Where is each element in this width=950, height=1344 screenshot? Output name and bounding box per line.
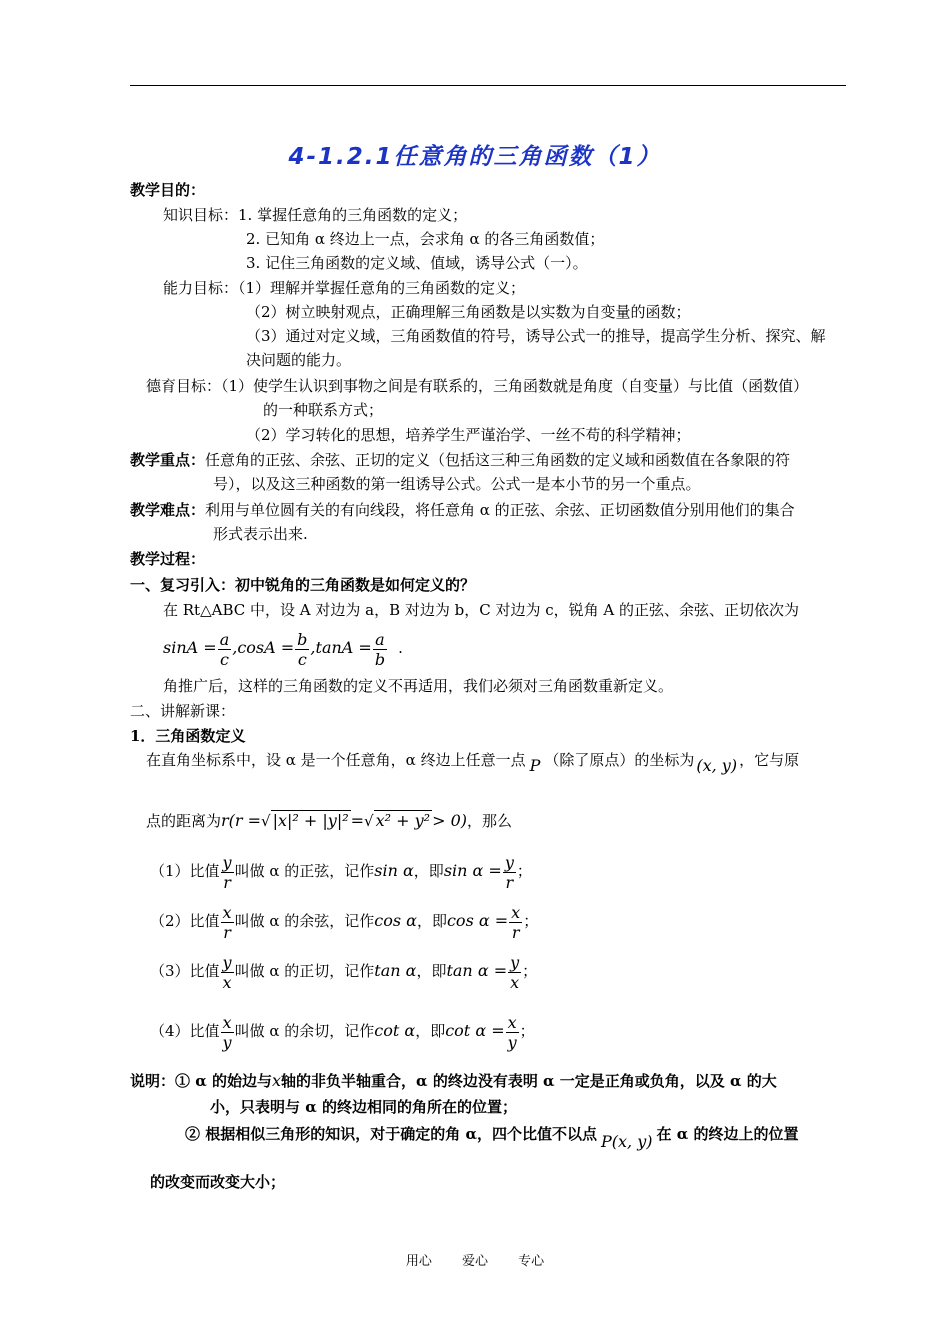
numerator: y	[504, 852, 514, 872]
page-title: 4-1.2.1任意角的三角函数（1）	[288, 144, 662, 170]
review-heading: 一、复习引入：初中锐角的三角函数是如何定义的？	[130, 576, 476, 594]
note-2	[185, 1124, 799, 1151]
difficult-text: 形式表示出来.	[213, 525, 308, 543]
def-end: ；	[516, 862, 532, 880]
numerator: y	[222, 852, 232, 872]
denominator: c	[219, 649, 229, 669]
def-number: （3）比值	[150, 962, 220, 980]
r-formula: =	[350, 811, 365, 830]
point-p: P	[529, 756, 541, 775]
fraction	[509, 903, 522, 942]
def-function: tan α	[374, 961, 417, 980]
key-text: 任意角的正弦、余弦、正切的定义（包括这三种三角函数的定义域和函数值在各象限的符	[205, 451, 791, 469]
def-text: ，即	[415, 1022, 446, 1040]
moral-item: （1）使学生认识到事物之间是有联系的，三角函数就是角度（自变量）与比值（函数值）	[221, 377, 809, 395]
def-function: cot α	[374, 1021, 416, 1040]
key-text: 号），以及这三种函数的第一组诱导公式。公式一是本小节的另一个重点。	[213, 475, 701, 493]
ability-item: （2）树立映射观点，正确理解三角函数是以实数为自变量的函数；	[246, 303, 691, 321]
moral-item: （2）学习转化的思想，培养学生严谨治学、一丝不苟的科学精神；	[246, 426, 691, 444]
definition-intro-1	[146, 750, 800, 775]
def-text: ，即	[416, 912, 447, 930]
denominator: r	[511, 922, 520, 942]
def-end: ；	[523, 912, 539, 930]
definition-intro-2: 点的距离为r(r =√ |x|² + |y|² =√ x² + y² > 0)，那么	[146, 811, 513, 830]
formula-tan: ,tanA =	[310, 638, 372, 657]
numerator: x	[511, 902, 521, 922]
note-text: 轴的非负半轴重合，α 的终边没有表明 α 一定是正角或负角，以及 α 的大	[281, 1072, 777, 1090]
definition-heading: 1．三角函数定义	[130, 727, 246, 745]
denominator: r	[223, 872, 231, 892]
ability-item: 决问题的能力。	[246, 351, 352, 369]
ability-item: （3）通过对定义域，三角函数值的符号，诱导公式一的推导，提高学生分析、探究、解	[246, 327, 826, 345]
denominator: y	[507, 1032, 517, 1052]
note-text: 的改变而改变大小；	[150, 1173, 286, 1191]
def-equation: sin α =	[443, 861, 502, 880]
denominator: x	[510, 972, 520, 992]
fraction	[373, 630, 387, 669]
key-line-1	[130, 450, 790, 470]
definition-row	[150, 850, 532, 892]
acute-formula	[163, 628, 403, 669]
numerator: x	[221, 1013, 234, 1033]
def-equation: tan α =	[446, 961, 508, 980]
knowledge-item: 3. 记住三角函数的定义域、值域，诱导公式（一）。	[246, 254, 588, 272]
process-heading: 教学过程：	[130, 550, 206, 568]
def-equation: cos α =	[446, 911, 509, 930]
intro-text: 在直角坐标系中，设 α 是一个任意角，α 终边上任意一点	[146, 751, 526, 769]
ability-line-1	[163, 278, 525, 298]
knowledge-line-1	[163, 205, 467, 225]
notes-label: 说明：	[130, 1072, 176, 1090]
def-text: 叫做 α 的正切，记作	[234, 962, 375, 980]
note-text: 小，只表明与 α 的终边相同的角所在的位置；	[210, 1098, 517, 1116]
moral-item: 的一种联系方式；	[263, 401, 384, 419]
fraction	[508, 953, 521, 992]
ability-item: （1）理解并掌握任意角的三角函数的定义；	[238, 279, 526, 297]
def-number: （2）比值	[150, 912, 220, 930]
def-text: 叫做 α 的正弦，记作	[234, 862, 375, 880]
fraction	[218, 630, 232, 669]
difficult-line-1	[130, 500, 795, 520]
sqrt-content: x² + y²	[375, 811, 431, 830]
moral-label: 德育目标：	[146, 377, 222, 395]
intro-text: 点的距离为	[146, 812, 222, 830]
key-label: 教学重点：	[130, 451, 206, 469]
knowledge-label: 知识目标：	[163, 206, 239, 224]
formula-cos: ,cosA =	[232, 638, 295, 657]
denominator: r	[223, 922, 231, 942]
def-text: 叫做 α 的余切，记作	[234, 1022, 375, 1040]
numerator: x	[506, 1013, 519, 1033]
definition-row	[150, 900, 538, 942]
difficult-text: 利用与单位圆有关的有向线段，将任意角 α 的正弦、余弦、正切函数值分别用他们的集合	[205, 501, 795, 519]
denominator: y	[222, 1032, 232, 1052]
def-function: sin α	[374, 861, 414, 880]
fraction	[295, 630, 309, 669]
fraction	[221, 903, 234, 942]
def-function: cos α	[374, 911, 417, 930]
numerator: y	[222, 952, 232, 972]
page-footer: 用心 爱心 专心	[405, 1254, 545, 1269]
moral-line-1	[146, 376, 808, 396]
difficult-label: 教学难点：	[130, 501, 206, 519]
def-end: ；	[519, 1022, 535, 1040]
intro-text: （除了原点）的坐标为	[544, 751, 695, 769]
def-text: ，即	[416, 962, 447, 980]
fraction	[221, 1013, 234, 1052]
fraction	[221, 953, 234, 992]
ability-label: 能力目标：	[163, 279, 239, 297]
header-rule	[130, 85, 846, 86]
fraction	[506, 1013, 519, 1052]
definition-row	[150, 950, 537, 992]
goals-heading: 教学目的：	[130, 181, 206, 199]
fraction	[503, 853, 516, 892]
review-line: 角推广后，这样的三角函数的定义不再适用，我们必须对三角函数重新定义。	[163, 677, 674, 695]
denominator: r	[505, 872, 514, 892]
new-lesson-heading: 二、讲解新课：	[130, 702, 236, 720]
sqrt-content: |x|² + |y|²	[272, 811, 349, 830]
r-formula: r(r =	[221, 811, 262, 830]
note-text: 在 α 的终边上的位置	[656, 1125, 799, 1143]
formula-sin: sinA =	[163, 638, 217, 657]
def-end: ；	[522, 962, 538, 980]
def-text: 叫做 α 的余弦，记作	[234, 912, 375, 930]
numerator: b	[297, 629, 308, 649]
numerator: a	[373, 630, 387, 650]
fraction	[221, 853, 234, 892]
def-number: （4）比值	[150, 1022, 220, 1040]
formula-end: .	[398, 639, 403, 657]
point-xy: (x, y)	[696, 756, 738, 775]
definition-row	[150, 1010, 535, 1052]
def-number: （1）比值	[150, 862, 220, 880]
note-text: ② 根据相似三角形的知识，对于确定的角 α，四个比值不以点	[185, 1125, 597, 1143]
intro-text: ，它与原	[739, 751, 800, 769]
note-text: ① α 的始边与	[175, 1072, 273, 1090]
r-formula: > 0)	[432, 811, 467, 830]
review-line: 在 Rt△ABC 中，设 A 对边为 a，B 对边为 b，C 对边为 c，锐角 A 的正弦、余弦、正切依次为	[163, 601, 800, 619]
denominator: b	[374, 649, 386, 669]
numerator: a	[219, 629, 230, 649]
numerator: x	[222, 902, 232, 922]
denominator: x	[222, 972, 232, 992]
denominator: c	[297, 649, 307, 669]
knowledge-item: 2. 已知角 α 终边上一点，会求角 α 的各三角函数值；	[246, 230, 605, 248]
def-text: ，即	[413, 862, 444, 880]
def-equation: cot α =	[445, 1021, 505, 1040]
note-1	[130, 1071, 777, 1091]
intro-text: ，那么	[467, 812, 513, 830]
point-pxy: P(x, y)	[601, 1132, 653, 1151]
x-axis-symbol: x	[272, 1071, 282, 1090]
numerator: y	[510, 952, 520, 972]
knowledge-item: 1. 掌握任意角的三角函数的定义；	[238, 206, 468, 224]
